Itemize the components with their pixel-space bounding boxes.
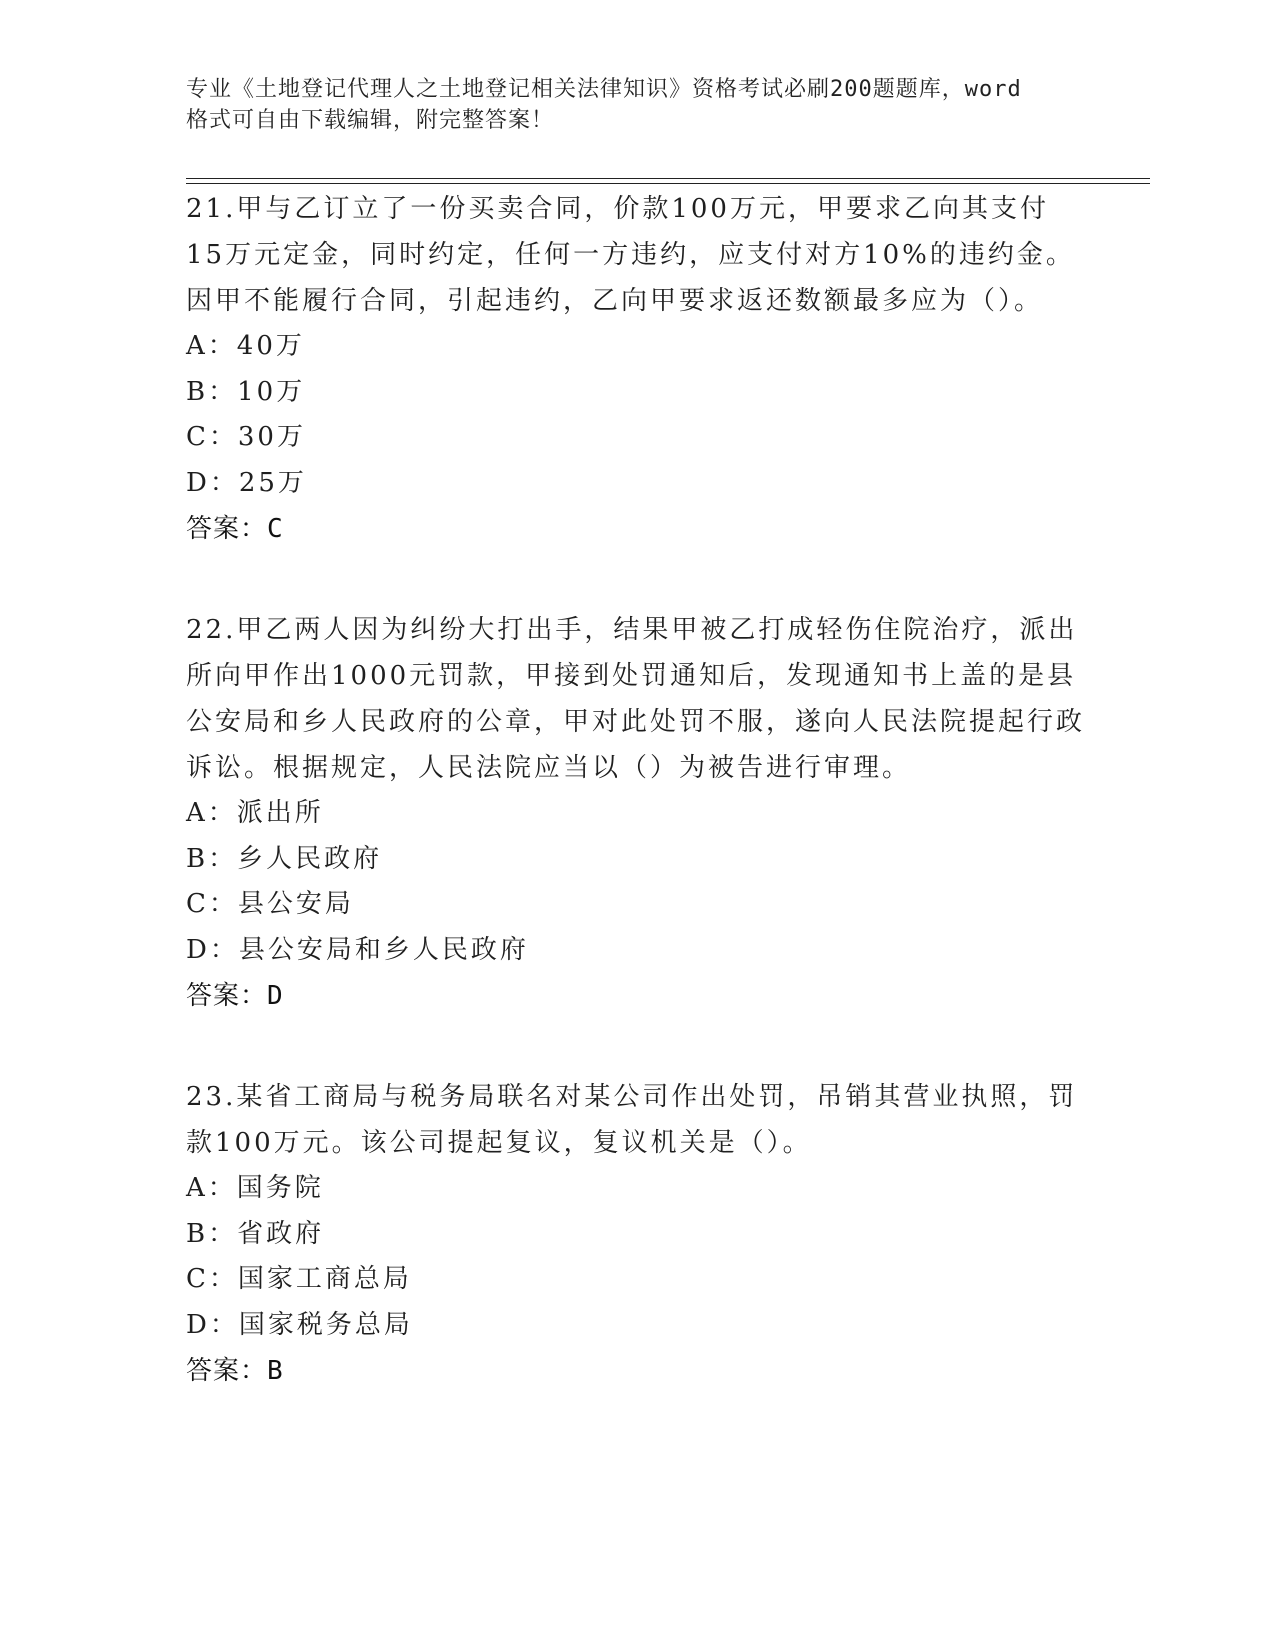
question-21 <box>186 186 1086 552</box>
question-stem: 23.某省工商局与税务局联名对某公司作出处罚，吊销其营业执照，罚款100万元。该公司提起复议，复议机关是（）。 <box>186 1082 1078 1158</box>
answer-line: 答案：C <box>186 514 284 544</box>
option-a: A：国务院 <box>186 1173 324 1203</box>
header-line-2: 格式可自由下载编辑，附完整答案！ <box>186 108 555 133</box>
answer-line: 答案：D <box>186 981 284 1011</box>
option-a: A：40万 <box>186 331 305 361</box>
document-header <box>186 74 1086 136</box>
option-c: C：国家工商总局 <box>186 1264 412 1294</box>
option-a: A：派出所 <box>186 798 324 828</box>
option-d: D：25万 <box>186 467 307 498</box>
question-23 <box>186 1074 1086 1394</box>
header-divider-top <box>186 178 1150 179</box>
option-c: C：30万 <box>186 422 306 452</box>
option-b: B：省政府 <box>186 1218 325 1249</box>
option-d: D：县公安局和乡人民政府 <box>186 934 529 965</box>
question-list <box>186 186 1086 1449</box>
option-b: B：乡人民政府 <box>186 843 383 874</box>
header-line-1: 专业《土地登记代理人之土地登记相关法律知识》资格考试必刷200题题库，word <box>186 77 1022 102</box>
option-c: C：县公安局 <box>186 889 354 919</box>
question-22 <box>186 607 1086 1019</box>
option-d: D：国家税务总局 <box>186 1309 413 1340</box>
header-divider-bottom <box>186 183 1150 184</box>
answer-line: 答案：B <box>186 1356 284 1386</box>
question-stem: 22.甲乙两人因为纠纷大打出手，结果甲被乙打成轻伤住院治疗，派出所向甲作出1000元罚款，甲接到处罚通知后，发现通知书上盖的是县公安局和乡人民政府的公章，甲对此处罚不服，遂向人民法院提起行政诉讼。根据规定，人民法院应当以（）为被告进行审理。 <box>186 615 1086 783</box>
question-stem: 21.甲与乙订立了一份买卖合同，价款100万元，甲要求乙向其支付15万元定金，同时约定，任何一方违约，应支付对方10%的违约金。因甲不能履行合同，引起违约，乙向甲要求返还数额最多应为（）。 <box>186 194 1075 316</box>
option-b: B：10万 <box>186 376 306 407</box>
